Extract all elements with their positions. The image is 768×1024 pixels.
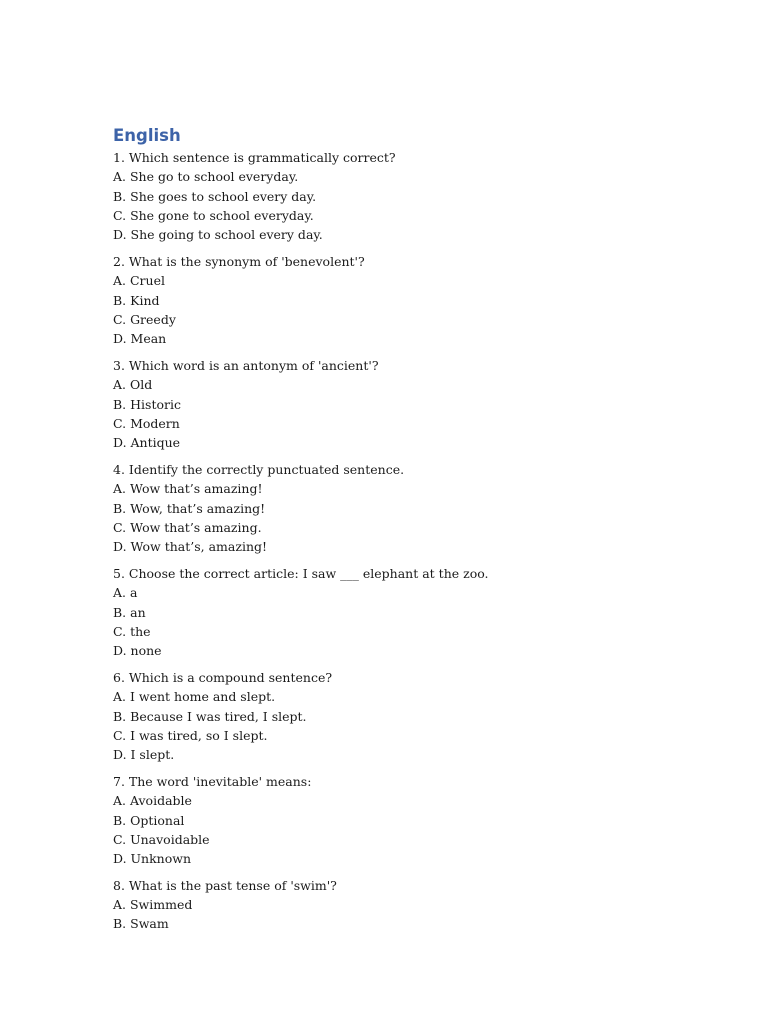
option-c: C. She gone to school everyday. xyxy=(113,207,314,223)
option-d: D. none xyxy=(113,643,162,659)
option-a: A. a xyxy=(113,585,138,601)
option-d: D. I slept. xyxy=(113,747,175,763)
document-page xyxy=(113,124,713,934)
question-prompt: 5. Choose the correct article: I saw ___ elephant at the zoo. xyxy=(113,565,489,581)
option-d: D. Unknown xyxy=(113,851,192,867)
option-a: A. Cruel xyxy=(113,273,165,289)
option-b: B. She goes to school every day. xyxy=(113,188,317,204)
question-6 xyxy=(113,668,713,764)
option-d: D. Antique xyxy=(113,435,181,451)
question-4 xyxy=(113,460,713,556)
option-b: B. Optional xyxy=(113,812,185,828)
option-a: A. I went home and slept. xyxy=(113,689,276,705)
option-d: D. She going to school every day. xyxy=(113,227,323,243)
option-a: A. Avoidable xyxy=(113,793,192,809)
question-prompt: 2. What is the synonym of 'benevolent'? xyxy=(113,253,365,269)
option-c: C. Unavoidable xyxy=(113,831,210,847)
question-3 xyxy=(113,356,713,452)
question-prompt: 8. What is the past tense of 'swim'? xyxy=(113,877,337,893)
option-a: A. Wow that’s amazing! xyxy=(113,481,263,497)
option-a: A. Swimmed xyxy=(113,897,193,913)
question-prompt: 1. Which sentence is grammatically correct? xyxy=(113,150,396,165)
option-c: C. Greedy xyxy=(113,311,176,327)
option-b: B. Swam xyxy=(113,916,169,932)
option-a: A. She go to school everyday. xyxy=(113,169,299,185)
option-a: A. Old xyxy=(113,377,153,393)
question-5 xyxy=(113,564,713,660)
question-prompt: 7. The word 'inevitable' means: xyxy=(113,773,312,789)
question-prompt: 4. Identify the correctly punctuated sentence. xyxy=(113,461,405,477)
option-b: B. an xyxy=(113,604,146,620)
option-c: C. Modern xyxy=(113,415,180,431)
option-c: C. I was tired, so I slept. xyxy=(113,727,268,743)
question-8 xyxy=(113,876,713,934)
question-1 xyxy=(113,148,713,244)
option-c: C. the xyxy=(113,623,151,639)
option-b: B. Kind xyxy=(113,292,160,308)
section-heading: English xyxy=(113,126,181,145)
option-d: D. Mean xyxy=(113,331,167,347)
option-b: B. Because I was tired, I slept. xyxy=(113,708,307,724)
option-b: B. Historic xyxy=(113,396,181,412)
question-7 xyxy=(113,772,713,868)
option-d: D. Wow that’s, amazing! xyxy=(113,539,268,555)
question-2 xyxy=(113,252,713,348)
question-prompt: 6. Which is a compound sentence? xyxy=(113,669,333,685)
question-prompt: 3. Which word is an antonym of 'ancient'? xyxy=(113,357,379,373)
option-c: C. Wow that’s amazing. xyxy=(113,519,262,535)
option-b: B. Wow, that’s amazing! xyxy=(113,500,266,516)
